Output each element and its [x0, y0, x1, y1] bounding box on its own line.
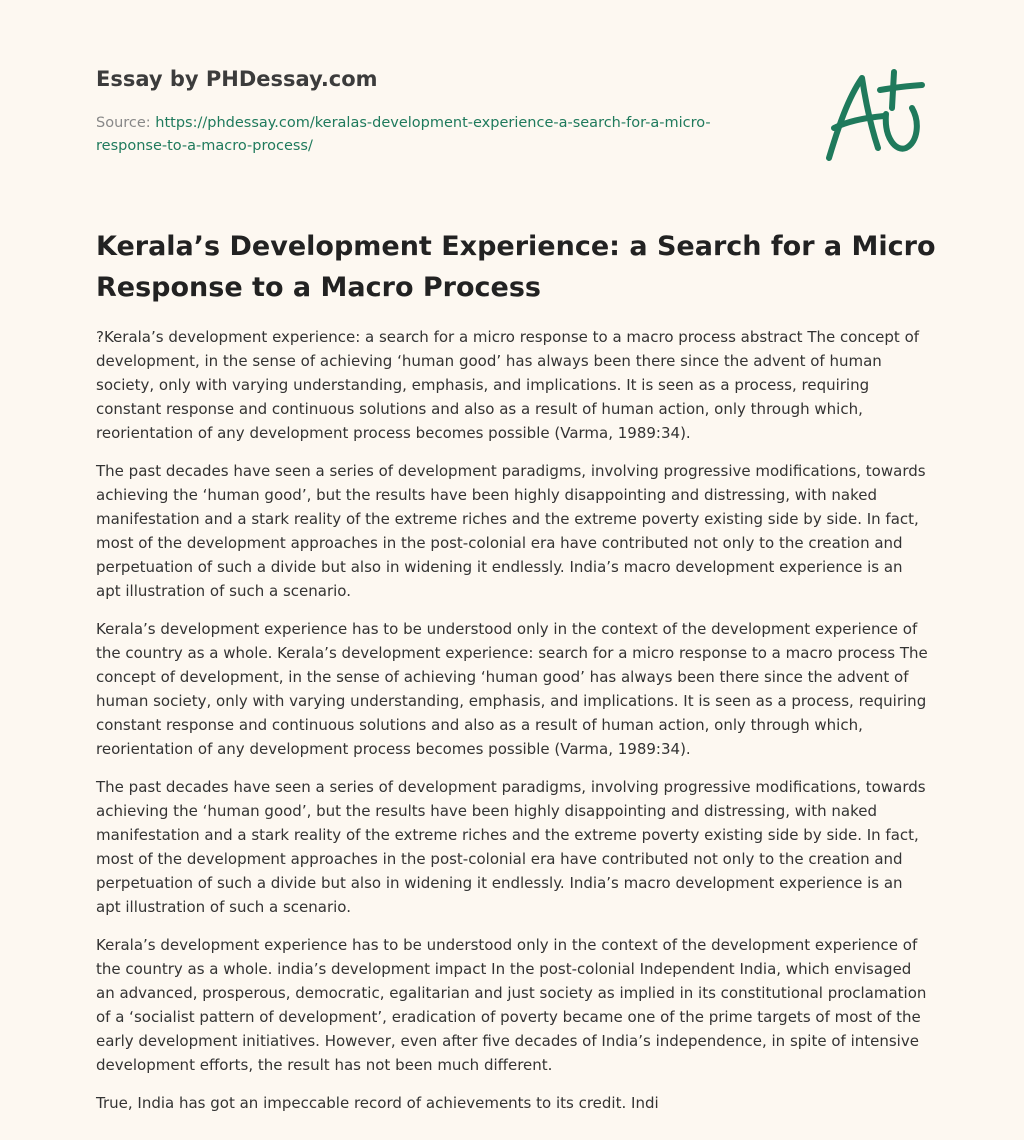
paragraph: Kerala’s development experience has to be understood only in the context of the development experience of the country as a whole. india’s development impact In the post-colonial Independent India, which envisaged an advanced, prosperous, democratic, egalitarian and just society as implied in its constitutional proclamation of a ‘socialist pattern of development’, eradication of poverty became one of the prime targets of most of the early development initiatives. However, even after five decades of India’s independence, in spite of intensive development efforts, the result has not been much different.	[96, 936, 927, 1074]
source-link-line-1: https://phdessay.com/keralas-development-experience-a-search-for-a-micro-	[155, 115, 711, 131]
paragraph: True, India has got an impeccable record of achievements to its credit. Indi	[96, 1094, 659, 1112]
article-body	[96, 325, 930, 1129]
paragraph: The past decades have seen a series of development paradigms, involving progressive modifications, towards achieving the ‘human good’, but the results have been highly disappointing and distressing, with naked manifestation and a stark reality of the extreme riches and the extreme poverty existing side by side. In fact, most of the development approaches in the post-colonial era have contributed not only to the creation and perpetuation of such a divide but also in widening it endlessly. India’s macro development experience is an apt illustration of such a scenario.	[96, 778, 926, 916]
a-plus-logo-icon	[822, 66, 926, 166]
site-title: Essay by PHDessay.com	[96, 67, 378, 91]
paragraph: The past decades have seen a series of development paradigms, involving progressive modifications, towards achieving the ‘human good’, but the results have been highly disappointing and distressing, with naked manifestation and a stark reality of the extreme riches and the extreme poverty existing side by side. In fact, most of the development approaches in the post-colonial era have contributed not only to the creation and perpetuation of such a divide but also in widening it endlessly. India’s macro development experience is an apt illustration of such a scenario.	[96, 462, 926, 600]
source-line	[96, 112, 776, 158]
source-link[interactable]	[96, 115, 711, 154]
a-plus-logo-svg	[822, 66, 926, 166]
source-label: Source:	[96, 115, 151, 131]
paragraph: Kerala’s development experience has to be understood only in the context of the development experience of the country as a whole. Kerala’s development experience: search for a micro response to a macro process The concept of development, in the sense of achieving ‘human good’ has always been there since the advent of human society, only with varying understanding, emphasis, and implications. It is seen as a process, requiring constant response and continuous solutions and also as a result of human action, only through which, reorientation of any development process becomes possible (Varma, 1989:34).	[96, 620, 928, 758]
paragraph: ?Kerala’s development experience: a search for a micro response to a macro process abstract The concept of development, in the sense of achieving ‘human good’ has always been there since the advent of human society, only with varying understanding, emphasis, and implications. It is seen as a process, requiring constant response and continuous solutions and also as a result of human action, only through which, reorientation of any development process becomes possible (Varma, 1989:34).	[96, 328, 920, 442]
article-title: Kerala’s Development Experience: a Search for a Micro Response to a Macro Process	[96, 231, 936, 303]
essay-header	[96, 64, 776, 158]
source-link-line-2: response-to-a-macro-process/	[96, 138, 313, 154]
